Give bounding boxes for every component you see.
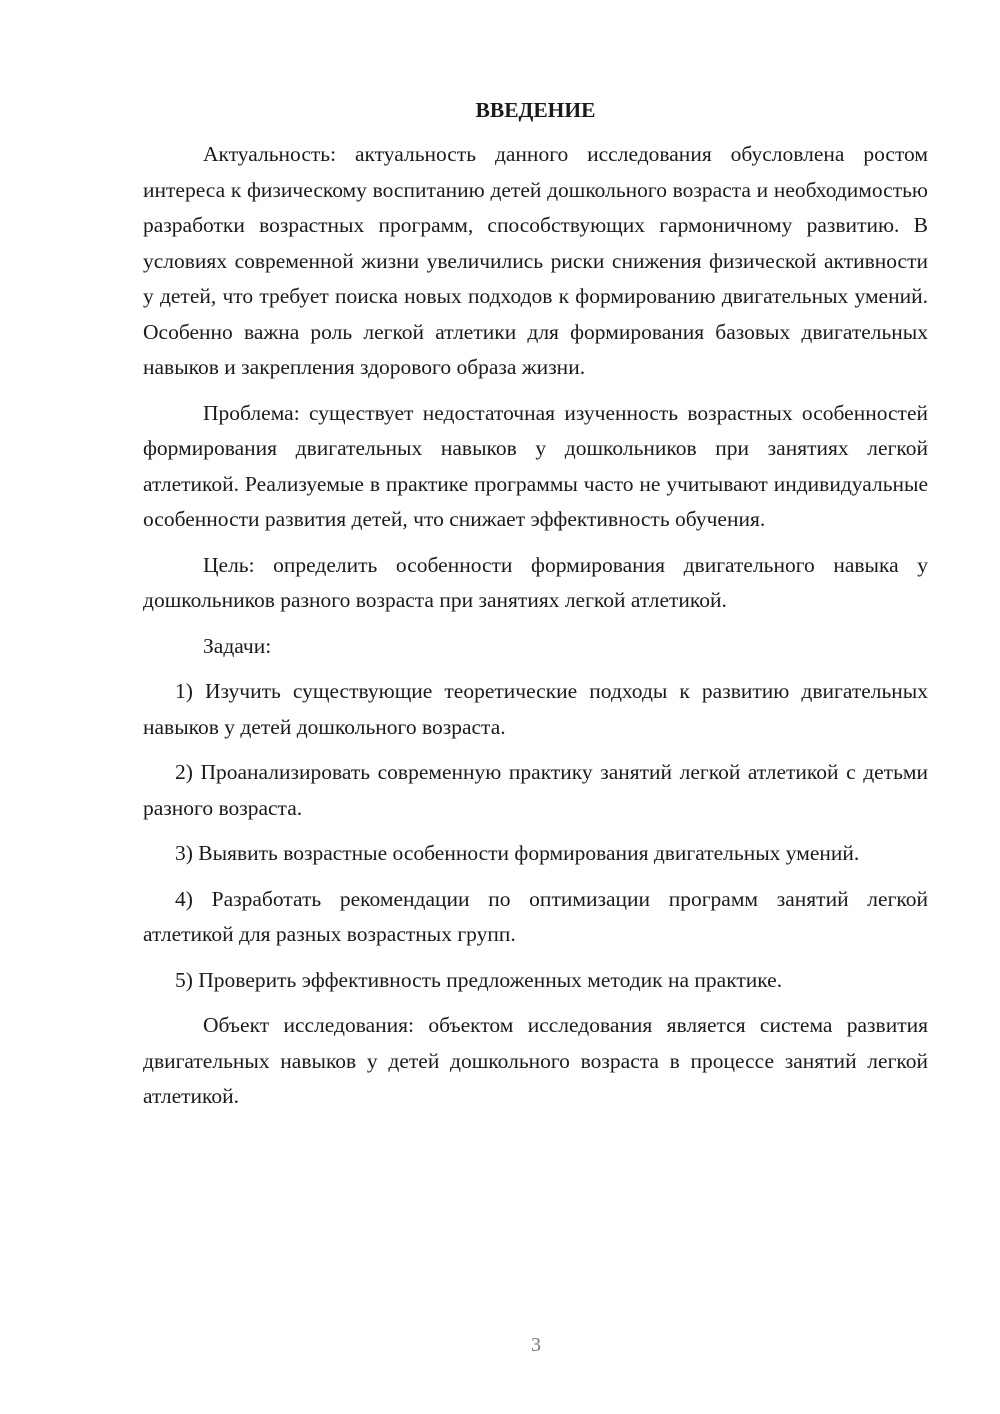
- task-item-4: 4) Разработать рекомендации по оптимизации программ занятий легкой атлетикой для разных возрастных групп.: [143, 886, 928, 946]
- task-item-2: 2) Проанализировать современную практику занятий легкой атлетикой с детьми разного возраста.: [143, 760, 928, 820]
- problem-paragraph: Проблема: существует недостаточная изученность возрастных особенностей формирования двигательных навыков у дошкольников при занятиях легкой атлетикой. Реализуемые в практике программы часто не учитывают индивидуальные особенности развития детей, что снижает эффективность обучения.: [143, 400, 928, 531]
- document-page: [143, 95, 928, 1125]
- task-item-1: 1) Изучить существующие теоретические подходы к развитию двигательных навыков у детей дошкольного возраста.: [143, 679, 928, 739]
- object-paragraph: Объект исследования: объектом исследования является система развития двигательных навыков у детей дошкольного возраста в процессе занятий легкой атлетикой.: [143, 1013, 928, 1108]
- goal-paragraph: Цель: определить особенности формирования двигательного навыка у дошкольников разного возраста при занятиях легкой атлетикой.: [143, 552, 928, 612]
- tasks-heading: Задачи:: [203, 633, 272, 658]
- section-title: ВВЕДЕНИЕ: [475, 98, 596, 122]
- relevance-paragraph: Актуальность: актуальность данного исследования обусловлена ростом интереса к физическому воспитанию детей дошкольного возраста и необходимостью разработки возрастных программ, способствующих гармоничному развитию. В условиях современной жизни увеличились риски снижения физической активности у детей, что требует поиска новых подходов к формированию двигательных умений. Особенно важна роль легкой атлетики для формирования базовых двигательных навыков и закрепления здорового образа жизни.: [143, 142, 928, 379]
- task-item-3: 3) Выявить возрастные особенности формирования двигательных умений.: [175, 841, 860, 865]
- page-number: 3: [531, 1334, 541, 1356]
- task-item-5: 5) Проверить эффективность предложенных методик на практике.: [175, 967, 783, 992]
